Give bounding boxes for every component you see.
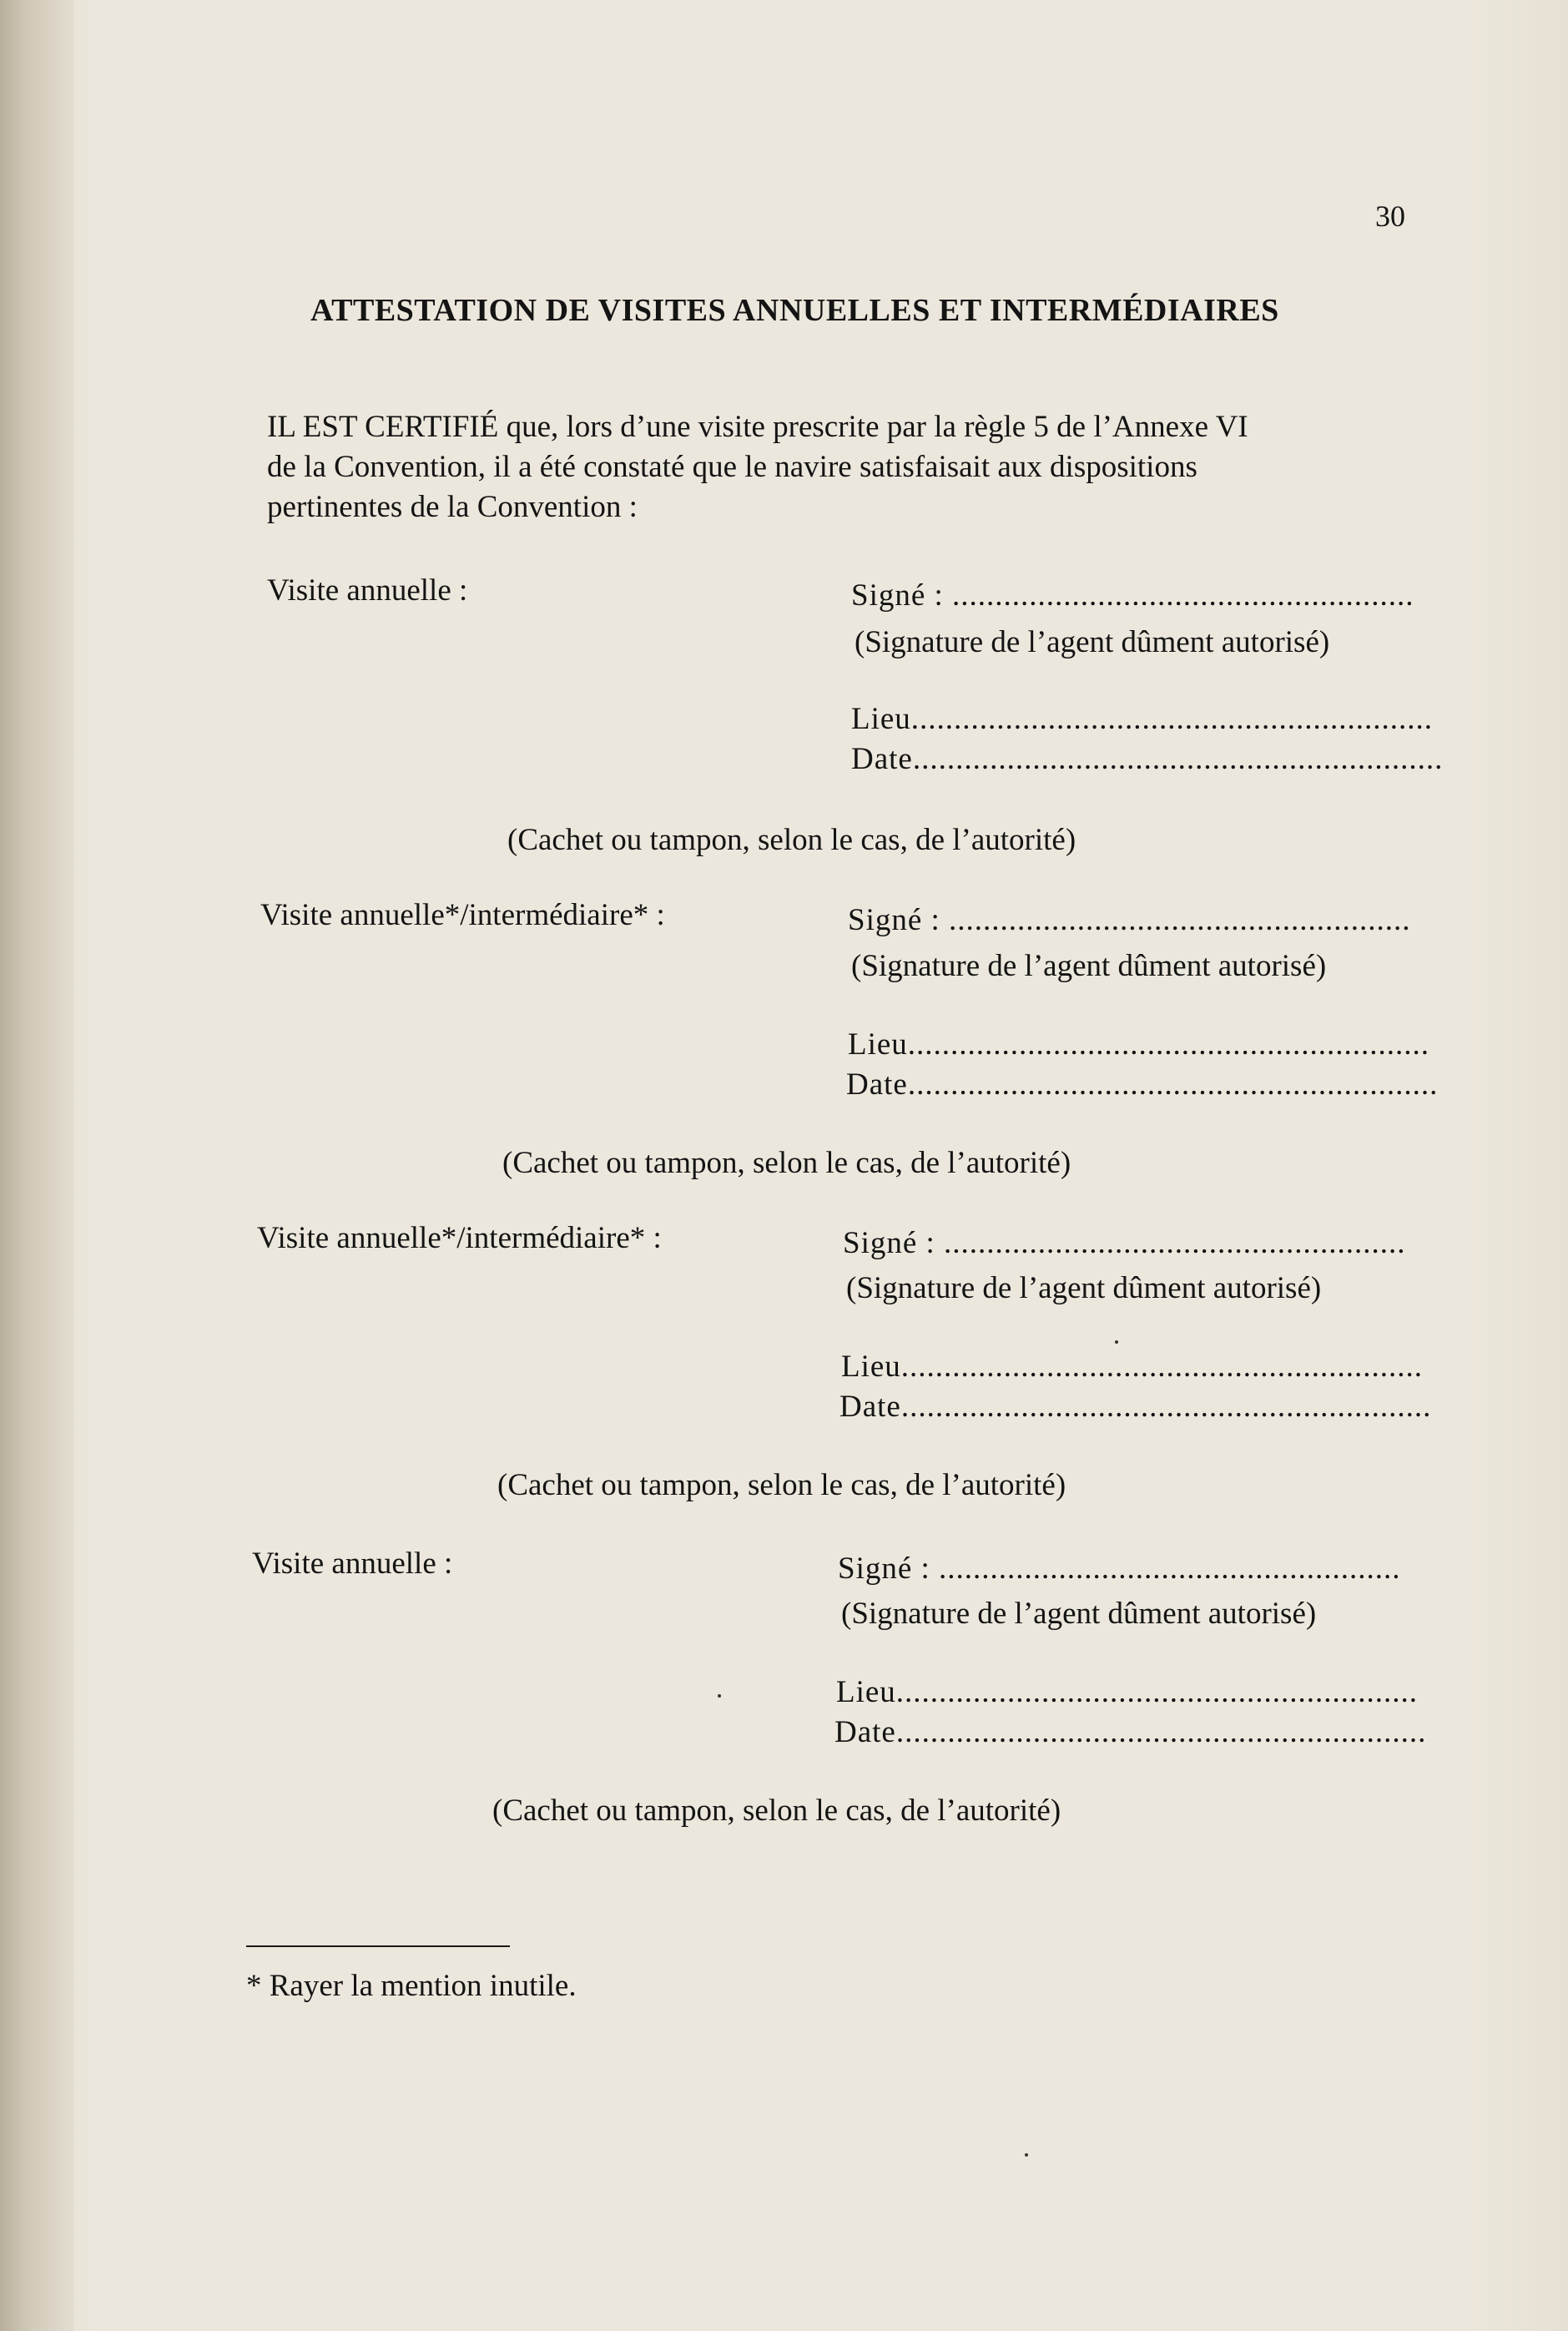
- visit-label: Visite annuelle :: [267, 573, 468, 608]
- visit-label: Visite annuelle :: [252, 1546, 453, 1581]
- stamp-caption: (Cachet ou tampon, selon le cas, de l’autorité): [497, 1468, 1066, 1502]
- place-line: Lieu.............................................................: [848, 1027, 1430, 1062]
- print-speck: [718, 1694, 721, 1698]
- signature-caption: (Signature de l’agent dûment autorisé): [855, 625, 1330, 659]
- intro-line-2: de la Convention, il a été constaté que le navire satisfaisait aux dispositions: [267, 450, 1197, 484]
- stamp-caption: (Cachet ou tampon, selon le cas, de l’autorité): [502, 1146, 1071, 1180]
- footnote: * Rayer la mention inutile.: [246, 1969, 577, 2003]
- page-title: ATTESTATION DE VISITES ANNUELLES ET INTERMÉDIAIRES: [310, 293, 1279, 328]
- date-line: Date..............................................................: [851, 742, 1444, 776]
- date-line: Date..............................................................: [846, 1067, 1439, 1102]
- intro-line-1: IL EST CERTIFIÉ que, lors d’une visite prescrite par la règle 5 de l’Annexe VI: [267, 410, 1248, 444]
- signed-line: Signé : ......................................................: [843, 1226, 1406, 1260]
- footnote-separator: [246, 1945, 510, 1947]
- stamp-caption: (Cachet ou tampon, selon le cas, de l’autorité): [492, 1794, 1061, 1828]
- signature-caption: (Signature de l’agent dûment autorisé): [846, 1271, 1322, 1305]
- signed-line: Signé : ......................................................: [851, 578, 1414, 613]
- print-speck: [1025, 2153, 1028, 2157]
- place-line: Lieu.............................................................: [851, 702, 1434, 736]
- signed-line: Signé : ......................................................: [838, 1551, 1401, 1586]
- page-number: 30: [1375, 199, 1405, 233]
- visit-label: Visite annuelle*/intermédiaire* :: [260, 898, 665, 932]
- intro-line-3: pertinentes de la Convention :: [267, 490, 638, 524]
- place-line: Lieu.............................................................: [836, 1675, 1419, 1709]
- print-speck: [1115, 1340, 1118, 1344]
- date-line: Date..............................................................: [834, 1715, 1427, 1749]
- date-line: Date..............................................................: [839, 1390, 1432, 1424]
- signature-caption: (Signature de l’agent dûment autorisé): [841, 1597, 1317, 1631]
- visit-label: Visite annuelle*/intermédiaire* :: [257, 1221, 662, 1255]
- stamp-caption: (Cachet ou tampon, selon le cas, de l’autorité): [507, 823, 1076, 857]
- place-line: Lieu.............................................................: [841, 1350, 1424, 1384]
- book-gutter-shadow: [0, 0, 73, 2331]
- certification-paragraph: [267, 407, 1404, 527]
- signed-line: Signé : ......................................................: [848, 903, 1411, 937]
- signature-caption: (Signature de l’agent dûment autorisé): [851, 949, 1327, 983]
